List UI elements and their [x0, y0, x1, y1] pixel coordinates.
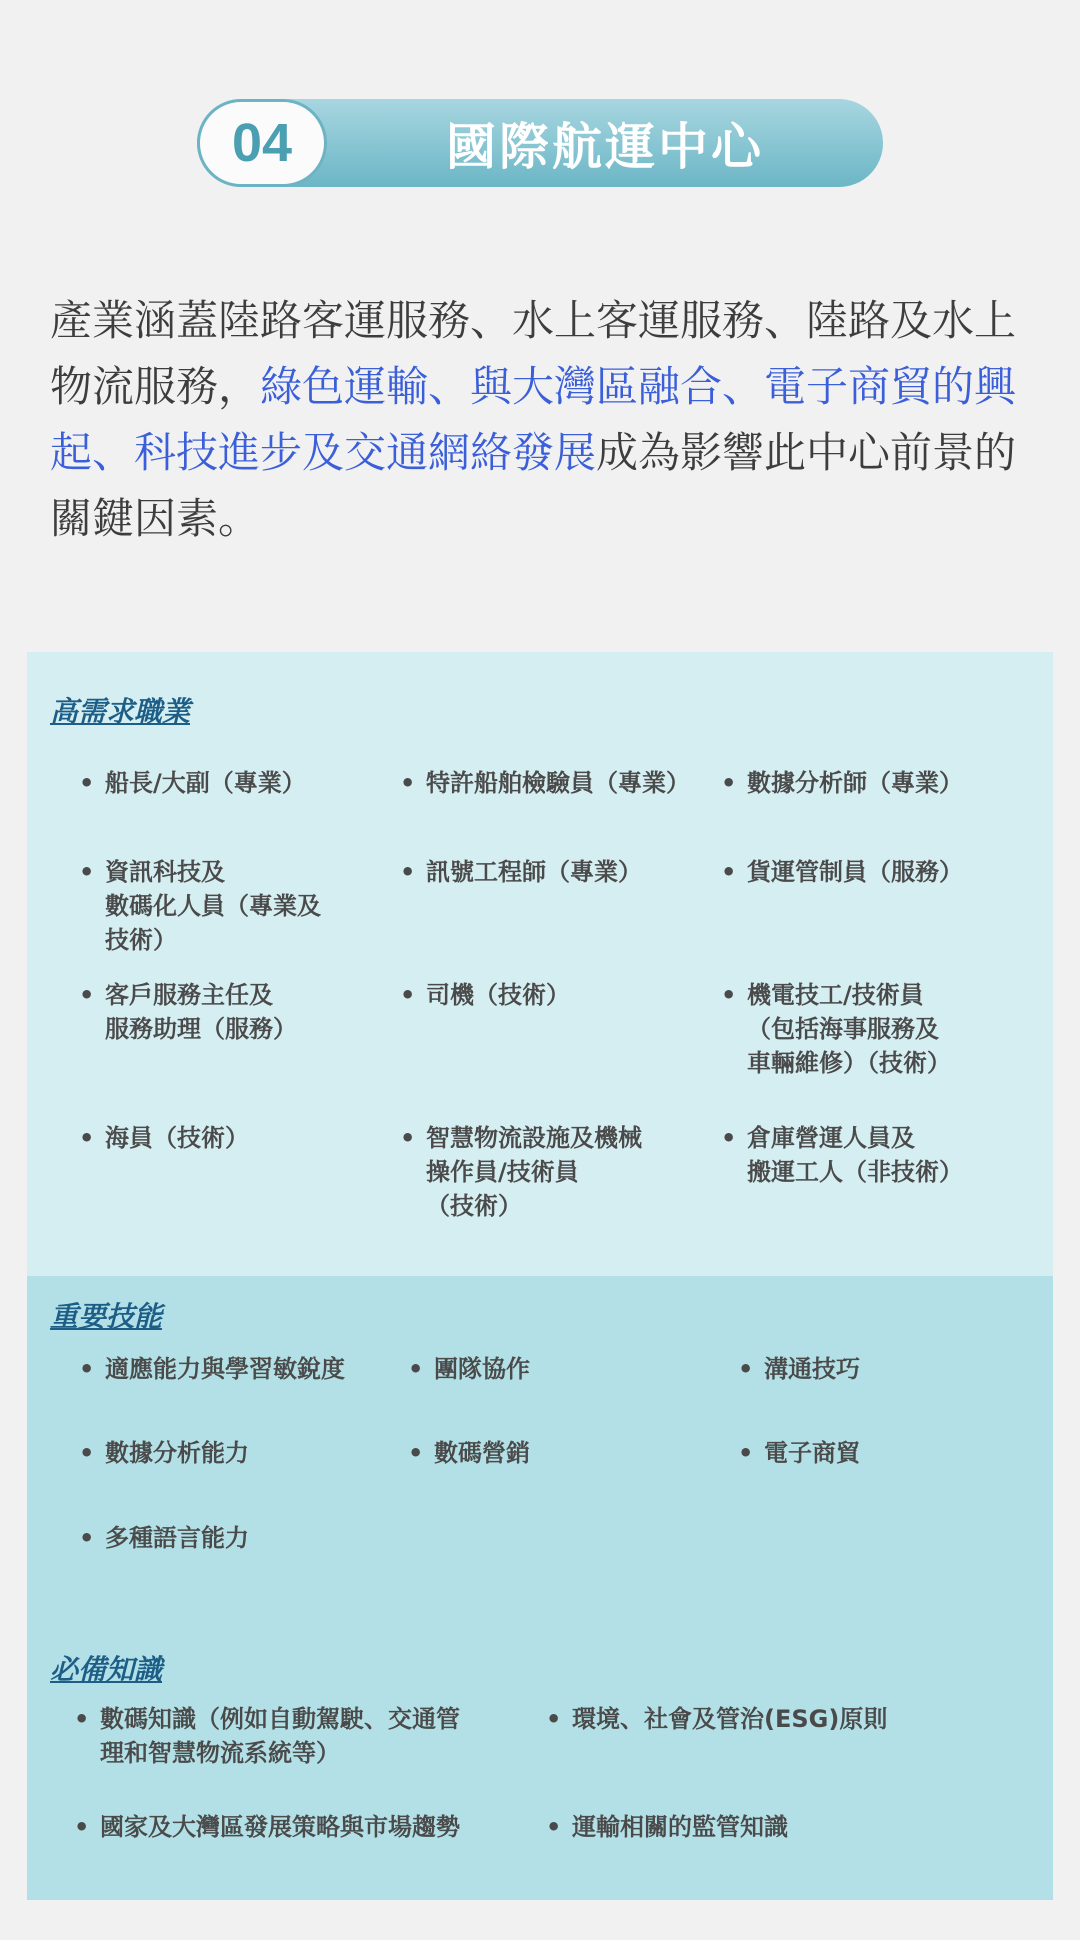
list-item: • 國家及大灣區發展策略與市場趨勢: [100, 1810, 460, 1844]
list-item: • 倉庫營運人員及 搬運工人（非技術）: [747, 1121, 963, 1189]
list-item: • 智慧物流設施及機械 操作員/技術員 （技術）: [426, 1121, 642, 1223]
list-item: • 貨運管制員（服務）: [747, 855, 963, 889]
list-item: • 數據分析能力: [105, 1436, 249, 1470]
list-item: • 適應能力與學習敏銳度: [105, 1352, 345, 1386]
list-item: • 資訊科技及 數碼化人員（專業及 技術）: [105, 855, 321, 957]
list-item: • 運輸相關的監管知識: [572, 1810, 788, 1844]
list-item: • 電子商貿: [764, 1436, 860, 1470]
list-item: • 溝通技巧: [764, 1352, 860, 1386]
knowledge-heading: 必備知識: [50, 1653, 163, 1686]
list-item: • 船長/大副（專業）: [105, 766, 306, 800]
intro-text: 產業涵蓋陸路客運服務、水上客運服務、陸路及水上物流服務，: [50, 296, 1017, 411]
list-item: • 訊號工程師（專業）: [426, 855, 642, 889]
list-item: • 司機（技術）: [426, 978, 570, 1012]
list-item: • 多種語言能力: [105, 1521, 249, 1555]
list-item: • 團隊協作: [434, 1352, 530, 1386]
list-item: • 數碼知識（例如自動駕駛、交通管 理和智慧物流系統等）: [100, 1702, 460, 1770]
list-item: • 數碼營銷: [434, 1436, 530, 1470]
section-title-banner: [197, 99, 883, 187]
list-item: • 機電技工/技術員 （包括海事服務及 車輛維修）（技術）: [747, 978, 951, 1080]
intro-paragraph: [50, 288, 1040, 552]
section-number-badge: 04: [197, 99, 327, 187]
list-item: • 數據分析師（專業）: [747, 766, 963, 800]
intro-text-end: 成為影響此中心前景的關鍵因素。: [50, 428, 1017, 543]
list-item: • 特許船舶檢驗員（專業）: [426, 766, 690, 800]
list-item: • 環境、社會及管治(ESG)原則: [572, 1702, 887, 1736]
intro-highlight: 綠色運輸、與大灣區融合、電子商貿的興起、科技進步及交通網絡發展: [50, 362, 1017, 477]
section-title: 國際航運中心: [446, 118, 764, 176]
skills-heading: 重要技能: [50, 1300, 163, 1333]
list-item: • 客戶服務主任及 服務助理（服務）: [105, 978, 297, 1046]
occupations-heading: 高需求職業: [50, 695, 191, 728]
list-item: • 海員（技術）: [105, 1121, 249, 1155]
